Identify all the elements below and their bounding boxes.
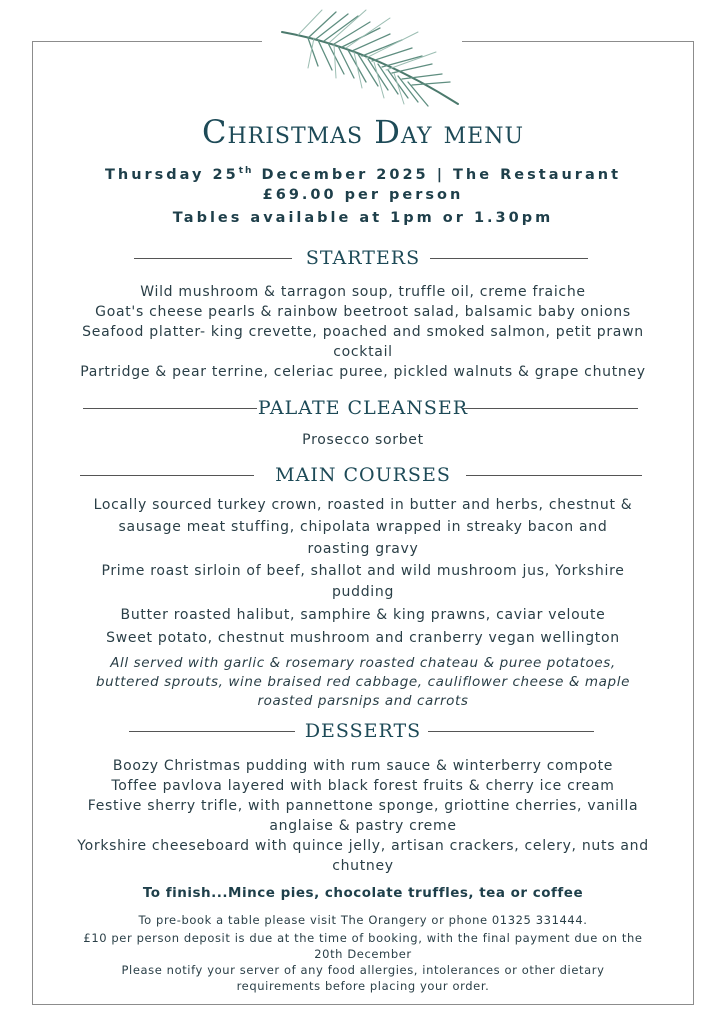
date-line: Thursday 25th December 2025 | The Restaurant — [104, 166, 621, 183]
menu-item: Wild mushroom & tarragon soup, truffle oil, creme fraiche — [140, 284, 586, 300]
section-title: DESSERTS — [304, 720, 422, 742]
menu-item: cocktail — [333, 344, 393, 360]
menu-item: Festive sherry trifle, with pannettone sponge, griottine cherries, vanilla — [87, 798, 639, 814]
mains-heading — [32, 462, 694, 488]
menu-item: roasting gravy — [307, 541, 419, 557]
section-title: MAIN COURSES — [275, 464, 451, 486]
footer-line: £10 per person deposit is due at the time of booking, with the final payment due on the — [83, 931, 643, 945]
sides-note: All served with garlic & rosemary roasted chateau & puree potatoes, — [110, 655, 616, 671]
menu-item: Boozy Christmas pudding with rum sauce & winterberry compote — [112, 758, 614, 774]
price-line: £69.00 per person — [262, 187, 464, 203]
footer-line: To pre-book a table please visit The Orangery or phone 01325 331444. — [138, 913, 588, 927]
palate-heading — [32, 395, 694, 421]
menu-item: Prosecco sorbet — [302, 432, 424, 448]
footer-line: Please notify your server of any food allergies, intolerances or other dietary — [121, 963, 605, 977]
menu-item: Seafood platter- king crevette, poached and smoked salmon, petit prawn — [82, 324, 644, 340]
menu-item: anglaise & pastry creme — [269, 818, 457, 834]
menu-item: Locally sourced turkey crown, roasted in butter and herbs, chestnut & — [93, 497, 633, 513]
tables-line: Tables available at 1pm or 1.30pm — [172, 210, 554, 226]
section-title: STARTERS — [305, 247, 421, 269]
footer-line: requirements before placing your order. — [236, 979, 490, 993]
starters-heading — [32, 245, 694, 271]
desserts-heading — [32, 718, 694, 744]
sides-note: roasted parsnips and carrots — [257, 693, 469, 709]
menu-item: Goat's cheese pearls & rainbow beetroot salad, balsamic baby onions — [95, 304, 631, 320]
menu-item: Prime roast sirloin of beef, shallot and wild mushroom jus, Yorkshire — [101, 563, 625, 579]
sides-note: buttered sprouts, wine braised red cabbage, cauliflower cheese & maple — [96, 674, 630, 690]
section-title: PALATE CLEANSER — [257, 397, 469, 419]
menu-item: sausage meat stuffing, chipolata wrapped in streaky bacon and — [118, 519, 608, 535]
menu-item: Partridge & pear terrine, celeriac puree, pickled walnuts & grape chutney — [80, 364, 646, 380]
finish-line: To finish...Mince pies, chocolate truffles, tea or coffee — [142, 885, 584, 901]
menu-item: pudding — [331, 584, 395, 600]
menu-item: Butter roasted halibut, samphire & king prawns, caviar veloute — [120, 607, 606, 623]
menu-item: Sweet potato, chestnut mushroom and cranberry vegan wellington — [106, 630, 620, 646]
menu-item: Toffee pavlova layered with black forest fruits & cherry ice cream — [111, 778, 615, 794]
menu-item: chutney — [332, 858, 394, 874]
menu-title: Christmas Day menu — [201, 113, 525, 151]
pine-sprig-icon — [278, 8, 464, 108]
footer-line: 20th December — [314, 947, 412, 961]
menu-item: Yorkshire cheeseboard with quince jelly, artisan crackers, celery, nuts and — [77, 838, 649, 854]
